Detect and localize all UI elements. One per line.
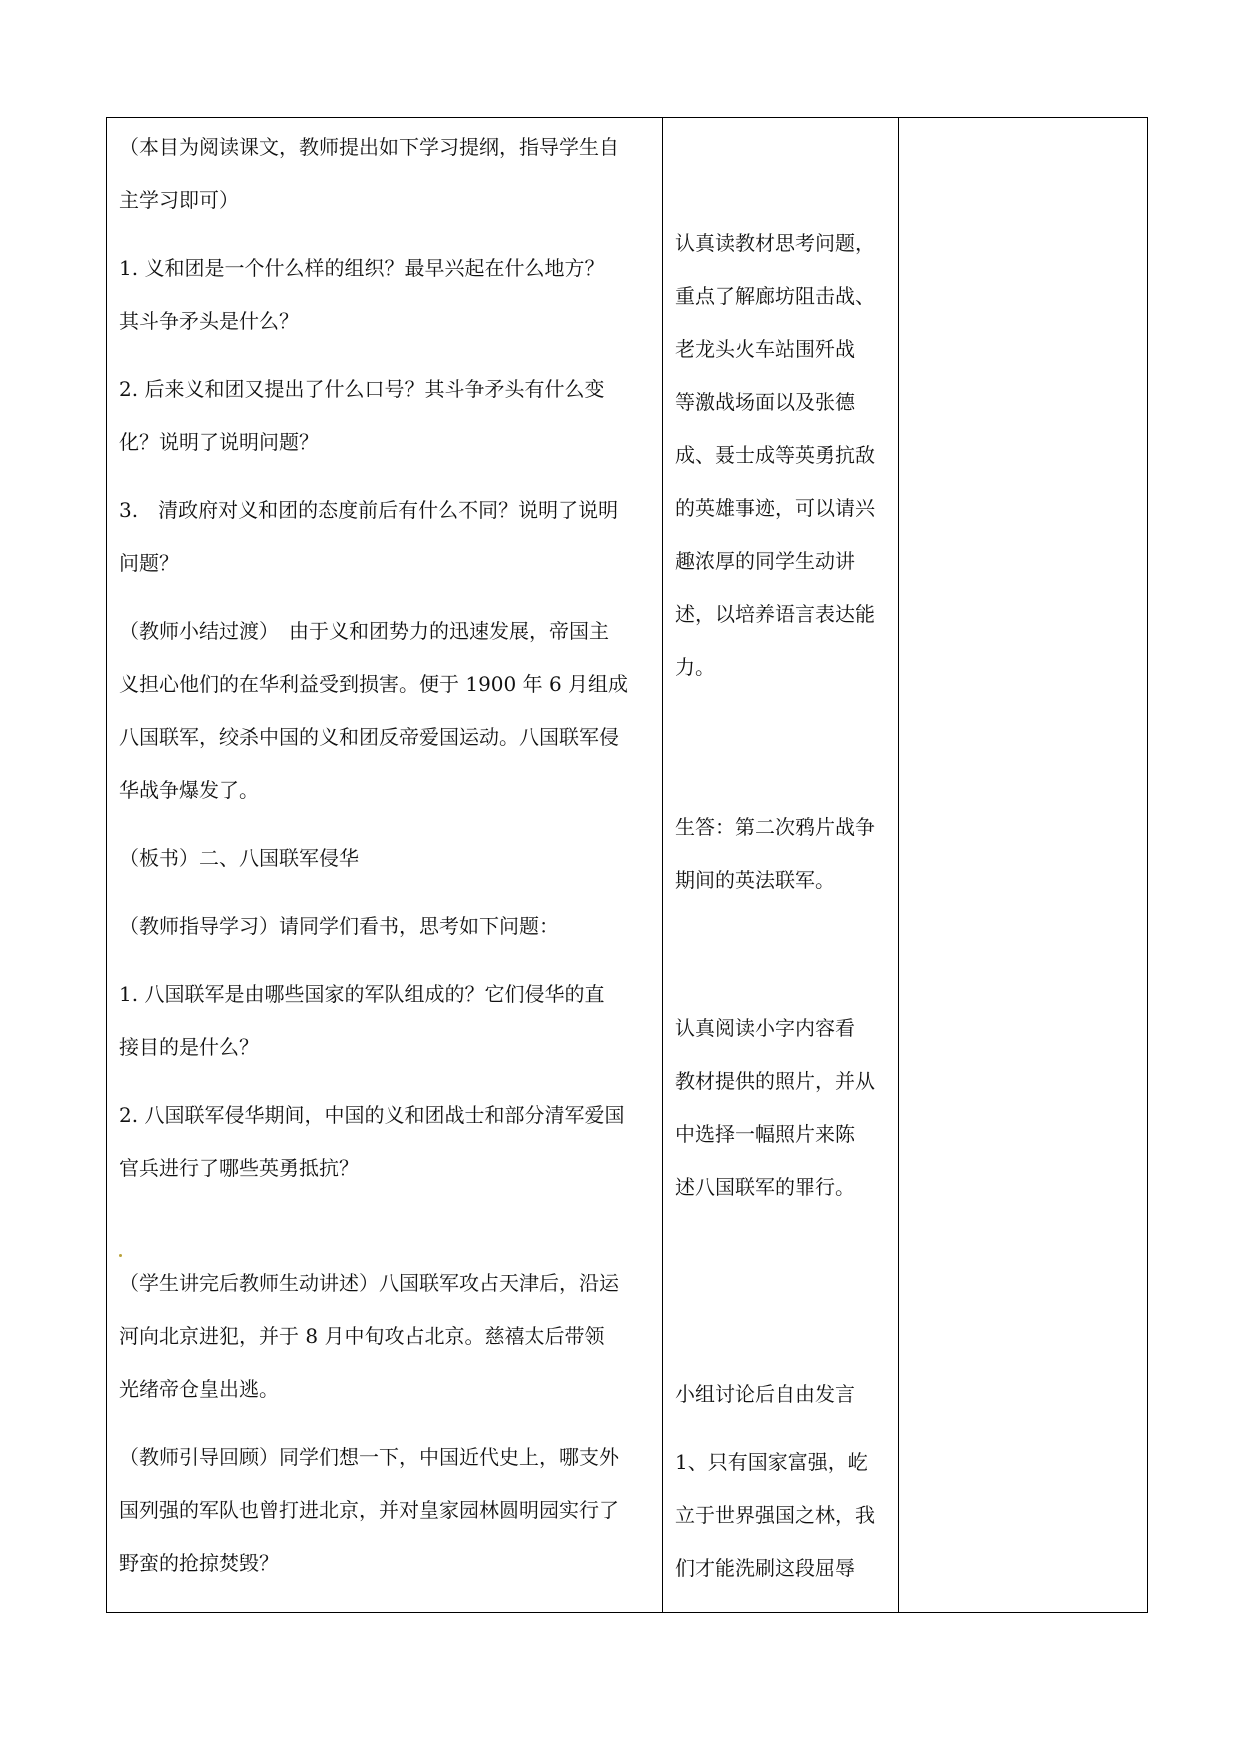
left-line: 野蛮的抢掠焚毁？ [119, 1551, 279, 1575]
left-line: （本目为阅读课文，教师提出如下学习提纲，指导学生自 [119, 135, 619, 159]
column-divider-1 [662, 118, 663, 1612]
middle-line: 力。 [675, 655, 715, 679]
left-line: 接目的是什么？ [119, 1035, 259, 1059]
left-line: 义担心他们的在华利益受到损害。便于 1900 年 6 月组成 [119, 672, 629, 696]
middle-line: 的英雄事迹，可以请兴 [675, 496, 875, 520]
left-line: 1. 义和团是一个什么样的组织？最早兴起在什么地方？ [119, 256, 605, 280]
left-line: 1. 八国联军是由哪些国家的军队组成的？它们侵华的直 [119, 982, 605, 1006]
middle-line: 述八国联军的罪行。 [675, 1175, 855, 1199]
middle-line: 成、聂士成等英勇抗敌 [675, 443, 875, 467]
left-line: 化？说明了说明问题？ [119, 430, 319, 454]
middle-line: 期间的英法联军。 [675, 868, 835, 892]
left-line: 其斗争矛头是什么？ [119, 309, 299, 333]
middle-line: 立于世界强国之林，我 [675, 1503, 875, 1527]
middle-line: 老龙头火车站围歼战 [675, 337, 855, 361]
notes-column [899, 118, 1147, 1612]
middle-line: 们才能洗刷这段屈辱 [675, 1556, 855, 1580]
lesson-plan-table [106, 117, 1148, 1613]
middle-line: 述，以培养语言表达能 [675, 602, 875, 626]
middle-line: 认真读教材思考问题， [675, 231, 875, 255]
left-line: 华战争爆发了。 [119, 778, 259, 802]
left-line: 国列强的军队也曾打进北京，并对皇家园林圆明园实行了 [119, 1498, 619, 1522]
left-line: 主学习即可） [119, 188, 239, 212]
left-line: （教师小结过渡） 由于义和团势力的迅速发展，帝国主 [119, 619, 609, 643]
middle-line: 重点了解廊坊阻击战、 [675, 284, 875, 308]
middle-line: 认真阅读小字内容看 [675, 1016, 855, 1040]
left-line: 3. 清政府对义和团的态度前后有什么不同？说明了说明 [119, 498, 619, 522]
left-line: 八国联军，绞杀中国的义和团反帝爱国运动。八国联军侵 [119, 725, 619, 749]
middle-line: 趣浓厚的同学生动讲 [675, 549, 855, 573]
left-line: 2. 后来义和团又提出了什么口号？其斗争矛头有什么变 [119, 377, 605, 401]
left-line: 光绪帝仓皇出逃。 [119, 1377, 279, 1401]
left-line: （教师引导回顾）同学们想一下，中国近代史上，哪支外 [119, 1445, 619, 1469]
left-line: （学生讲完后教师生动讲述）八国联军攻占天津后，沿运 [119, 1271, 619, 1295]
left-line: （教师指导学习）请同学们看书，思考如下问题： [119, 914, 559, 938]
middle-line: 中选择一幅照片来陈 [675, 1122, 855, 1146]
middle-line: 1、只有国家富强，屹 [675, 1450, 868, 1474]
middle-line: 小组讨论后自由发言 [675, 1382, 855, 1406]
left-line: 官兵进行了哪些英勇抵抗？ [119, 1156, 359, 1180]
left-line: 2. 八国联军侵华期间，中国的义和团战士和部分清军爱国 [119, 1103, 625, 1127]
left-line: 问题？ [119, 551, 179, 575]
middle-line: 等激战场面以及张德 [675, 390, 855, 414]
middle-line: 生答：第二次鸦片战争 [675, 815, 875, 839]
left-line: （板书）二、八国联军侵华 [119, 846, 359, 870]
left-line: 河向北京进犯，并于 8 月中旬攻占北京。慈禧太后带领 [119, 1324, 605, 1348]
middle-line: 教材提供的照片，并从 [675, 1069, 875, 1093]
